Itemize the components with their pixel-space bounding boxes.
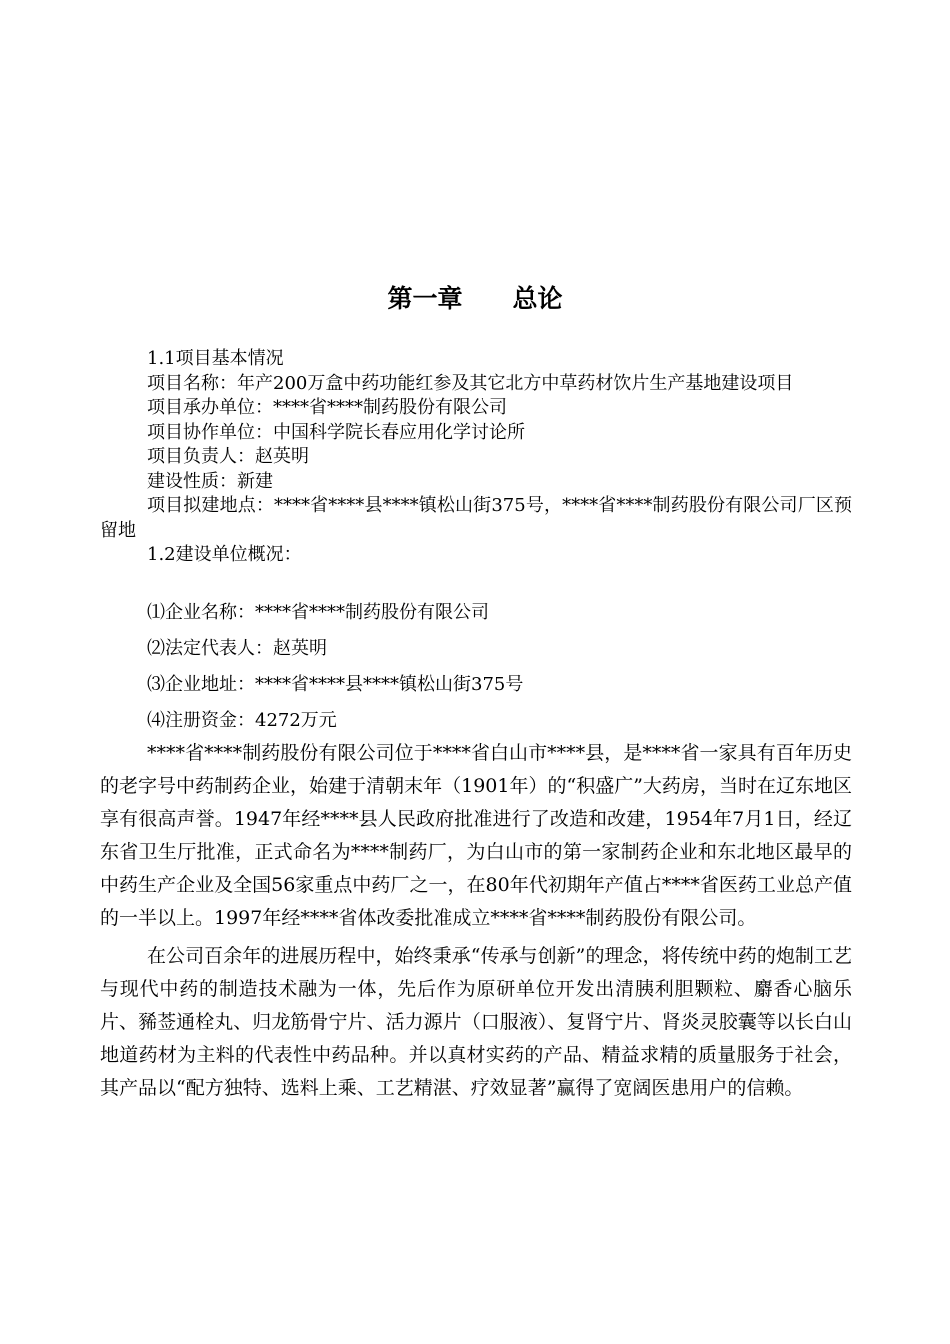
cooperating-unit: 项目协作单位：中国科学院长春应用化学讨论所	[147, 421, 525, 443]
body-paragraph-development: 在公司百余年的进展历程中，始终秉承“传承与创新”的理念，将传统中药的炮制工艺与现代中药的制造技术融为一体，先后作为原研单位开发出清胰利胆颗粒、麝香心脑乐片、豨莶通栓丸、归龙筋骨宁片、活力源片（口服液）、复肾宁片、肾炎灵胶囊等以长白山地道药材为主料的代表性中药品种。并以真材实药的产品、精益求精的质量服务于社会，其产品以“配方独特、选料上乘、工艺精湛、疗效显著”赢得了宽阔医患用户的信赖。	[100, 945, 852, 1099]
chapter-title: 第一章 总论	[387, 284, 563, 313]
list-item-registered-capital: ⑷注册资金：4272万元	[147, 710, 337, 731]
section-heading-1-2: 1.2建设单位概况：	[147, 544, 302, 565]
project-name: 项目名称：年产200万盒中药功能红参及其它北方中草药材饮片生产基地建设项目	[147, 372, 794, 394]
undertaking-unit: 项目承办单位：****省****制药股份有限公司	[147, 397, 507, 418]
section-heading-1-1: 1.1项目基本情况	[147, 348, 284, 369]
person-in-charge: 项目负责人：赵英明	[147, 446, 309, 467]
company-overview-list	[100, 595, 852, 739]
list-item-company-address: ⑶企业地址：****省****县****镇松山街375号	[147, 674, 524, 695]
company-description	[100, 737, 852, 1110]
project-basic-info	[100, 347, 852, 568]
body-paragraph-history: ****省****制药股份有限公司位于****省白山市****县，是****省一家具有百年历史的老字号中药制药企业，始建于清朝末年（1901年）的“积盛广”大药房，当时在辽东地区享有很高声誉。1947年经****县人民政府批准进行了改造和改建，1954年7月1日，经辽东省卫生厅批准，正式命名为****制药厂，为白山市的第一家制药企业和东北地区最早的中药生产企业及全国56家重点中药厂之一，在80年代初期年产值占****省医药工业总产值的一半以上。1997年经****省体改委批准成立****省****制药股份有限公司。	[100, 742, 852, 929]
construction-nature: 建设性质：新建	[147, 470, 273, 492]
project-location: 项目拟建地点：****省****县****镇松山街375号，****省****制药股份有限公司厂区预留地	[100, 495, 852, 541]
list-item-company-name: ⑴企业名称：****省****制药股份有限公司	[147, 602, 489, 623]
list-item-legal-representative: ⑵法定代表人：赵英明	[147, 638, 327, 659]
